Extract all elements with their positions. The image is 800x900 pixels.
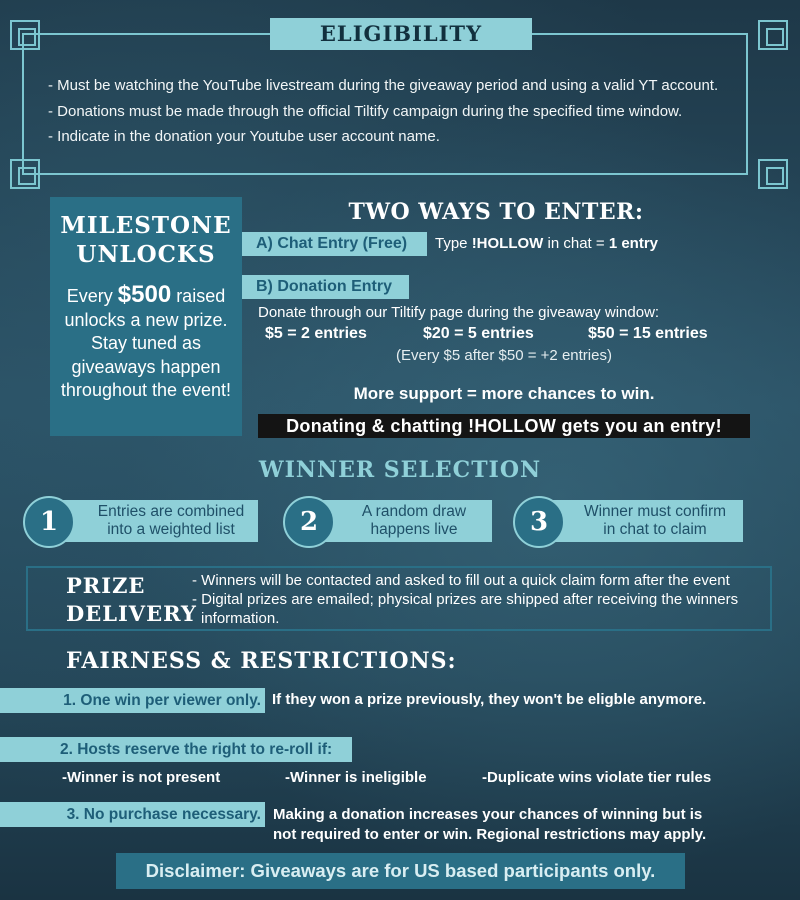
eligibility-item: - Must be watching the YouTube livestream during the giveaway period and using a valid YT account. (48, 77, 719, 94)
chat-entry-text (435, 235, 658, 252)
chat-entry-result: 1 entry (608, 235, 659, 252)
entry-heading: TWO WAYS TO ENTER: (348, 199, 644, 225)
chat-entry-tag: A) Chat Entry (Free) (242, 232, 427, 256)
reroll-condition: -Winner is not present (62, 769, 221, 786)
eligibility-item: - Donations must be made through the official Tiltify campaign during the specified time window. (48, 102, 683, 120)
step-text: Winner must confirm (583, 503, 727, 520)
winner-selection-title: WINNER SELECTION (258, 457, 542, 483)
chat-entry-pre: Type (435, 235, 472, 252)
donation-tier: $5 = 2 entries (265, 325, 367, 342)
rule-text: If they won a prize previously, they won't be eligble anymore. (272, 691, 707, 708)
donation-tier: $50 = 15 entries (588, 325, 708, 342)
chat-entry-mid: in chat = (543, 235, 609, 252)
rule-tag: 2. Hosts reserve the right to re-roll if: (0, 737, 352, 762)
rule-tag: 1. One win per viewer only. (0, 688, 265, 713)
eligibility-item: - Indicate in the donation your Youtube user account name. (48, 128, 440, 145)
step-card (545, 500, 743, 542)
step-text: A random draw (361, 503, 467, 520)
reroll-condition: -Duplicate wins violate tier rules (482, 769, 712, 786)
step-text: happens live (370, 521, 458, 538)
prize-delivery-list (192, 571, 767, 628)
milestone-amount: $500 (117, 281, 172, 308)
fairness-title: FAIRNESS & RESTRICTIONS: (66, 648, 457, 674)
step-number: 1 (23, 496, 75, 548)
step-text: Entries are combined (97, 503, 245, 520)
milestone-panel (50, 197, 242, 436)
step-number: 2 (283, 496, 335, 548)
step-text: into a weighted list (107, 521, 235, 538)
eligibility-title: ELIGIBILITY (270, 18, 532, 50)
prize-delivery-title (66, 572, 197, 628)
step-card (314, 500, 492, 542)
donation-entry-tag: B) Donation Entry (242, 275, 409, 299)
disclaimer-banner: Disclaimer: Giveaways are for US based participants only. (116, 853, 685, 889)
milestone-body (50, 283, 242, 403)
corner-ornament-icon (758, 20, 788, 50)
support-text: More support = more chances to win. (353, 384, 655, 403)
prize-title-line: DELIVERY (66, 601, 197, 626)
milestone-title-line: MILESTONE (60, 212, 232, 239)
step-card (60, 500, 258, 542)
prize-title-line: PRIZE (66, 573, 146, 598)
reroll-condition: -Winner is ineligible (285, 769, 427, 786)
entry-banner: Donating & chatting !HOLLOW gets you an entry! (258, 414, 750, 438)
eligibility-list (48, 73, 718, 150)
milestone-text: Every (66, 286, 118, 306)
step-number: 3 (513, 496, 565, 548)
corner-ornament-icon (758, 159, 788, 189)
milestone-title-line: UNLOCKS (76, 241, 216, 268)
milestone-text: raised unlocks a new prize. Stay tuned as giveaways happen throughout the event! (60, 286, 232, 400)
milestone-title (50, 211, 242, 269)
corner-ornament-icon (10, 159, 40, 189)
prize-item: - Winners will be contacted and asked to fill out a quick claim form after the event (192, 572, 730, 589)
tier-note: (Every $5 after $50 = +2 entries) (396, 347, 612, 364)
rule-text: Making a donation increases your chances of winning but is (273, 806, 703, 823)
donation-tier: $20 = 5 entries (423, 325, 534, 342)
corner-ornament-icon (10, 20, 40, 50)
donation-description: Donate through our Tiltify page during the giveaway window: (258, 304, 660, 321)
chat-command: !HOLLOW (471, 235, 544, 252)
step-text: in chat to claim (603, 521, 707, 538)
prize-item: - Digital prizes are emailed; physical prizes are shipped after receiving the winners information. (192, 591, 739, 627)
rule-tag: 3. No purchase necessary. (0, 802, 265, 827)
rule-text: not required to enter or win. Regional restrictions may apply. (273, 826, 707, 843)
